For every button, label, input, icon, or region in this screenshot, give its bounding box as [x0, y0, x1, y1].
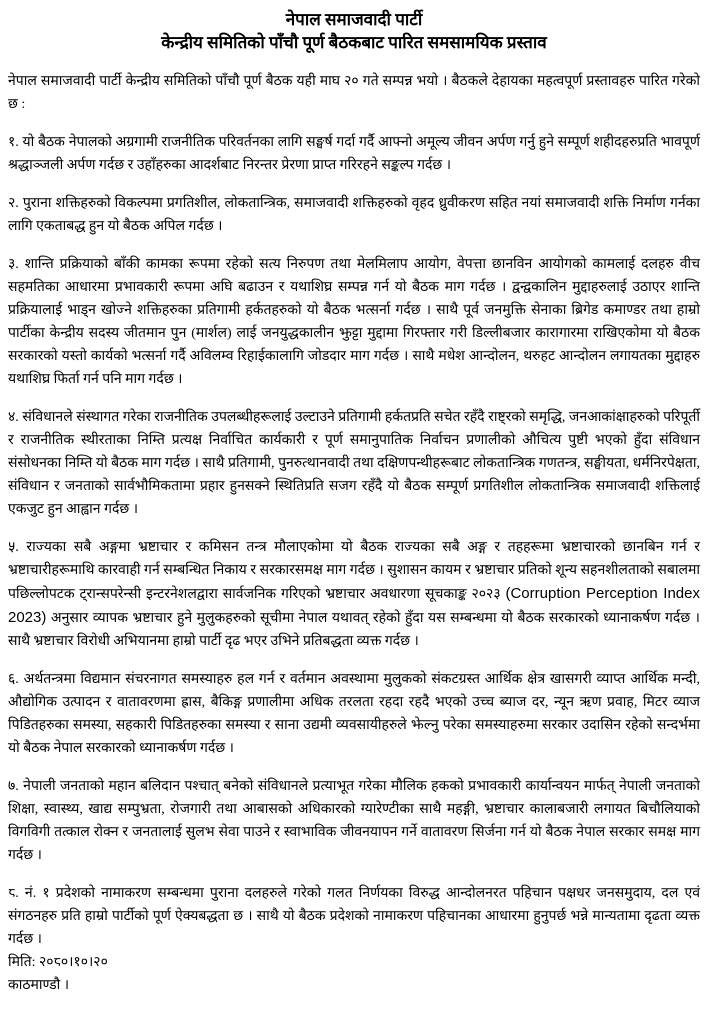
- resolution-number: २.: [8, 196, 19, 211]
- resolution-number: ३.: [8, 257, 19, 272]
- resolution-paragraph-3: [8, 253, 700, 391]
- resolution-number: १.: [8, 135, 19, 150]
- resolution-paragraph-8: [8, 882, 700, 951]
- document-header: [8, 8, 700, 54]
- resolution-paragraph-5: [8, 536, 700, 653]
- resolution-number: ५.: [8, 540, 19, 555]
- resolution-paragraph-1: [8, 131, 700, 177]
- resolution-paragraph-2: [8, 192, 700, 238]
- resolution-paragraph-6: [8, 668, 700, 760]
- resolution-number: ८.: [8, 886, 19, 901]
- resolution-text: नं. १ प्रदेशको नामाकरण सम्बन्धमा पुराना दलहरुले गरेको गलत निर्णयका विरुद्ध आन्दोलनरत पहिचान पक्षधर जनसमुदाय, दल एवं संगठनहरु प्रति हाम्रो पार्टीको पूर्ण ऐक्यबद्धता छ । साथै यो बैठक प्रदेशको नामाकरण पहिचानका आधारमा हुनुपर्छ भन्ने मान्यतामा दृढता व्यक्त गर्दछ ।: [8, 886, 701, 947]
- resolution-text: शान्ति प्रक्रियाको बाँकी कामका रूपमा रहेको सत्य निरुपण तथा मेलमिलाप आयोग, वेपत्ता छानविन आयोगको कामलाई दलहरु वीच सहमतिका आधारमा प्रभावकारी रूपमा अघि बढाउन र यथाशिघ्र सम्पन्न गर्न यो बैठक माग गर्दछ । द्वन्द्वकालिन मुद्दाहरुलाई उठाएर शान्ति प्रक्रियालाई भाड्न खोज्ने शक्तिहरुका प्रतिगामी हर्कतहरुको यो बैठक भत्सर्ना गर्दछ । साथै पूर्व जनमुक्ति सेनाका ब्रिगेड कमाण्डर तथा हाम्रो पार्टीका केन्द्रीय सदस्य जीतमान पुन (मार्शल) लाई जनयुद्धकालीन झुट्टा मुद्दामा गिरफ्तार गरी डिल्लीबजार कारागारमा राखिएकोमा यो बैठक सरकारको यस्तो कार्यको भत्सर्ना गर्दै अविलम्व रिहाईकालागि जोडदार माग गर्दछ । साथै मधेश आन्दोलन, थरुहट आन्दोलन लगायतका मुद्दाहरु यथाशिघ्र फिर्ता गर्न पनि माग गर्दछ ।: [8, 257, 700, 387]
- resolution-text: पुराना शक्तिहरुको विकल्पमा प्रगतिशील, लोकतान्त्रिक, समाजवादी शक्तिहरुको वृहद ध्रुवीकरण सहित नयां समाजवादी शक्ति निर्माण गर्नका लागि एकताबद्ध हुन यो बैठक अपिल गर्दछ ।: [8, 196, 700, 234]
- resolution-text: अनुसार व्यापक भ्रष्टाचार हुने मुलुकहरुको सूचीमा नेपाल यथावत् रहेको हुँदा यस सम्बन्धमा यो बैठक सरकारको ध्यानाकर्षण गर्दछ । साथै भ्रष्टाचार विरोधी अभियानमा हाम्रो पार्टी दृढ भएर उभिने प्रतिबद्धता व्यक्त गर्दछ ।: [8, 611, 700, 649]
- resolution-text: यो बैठक नेपालको अग्रगामी राजनीतिक परिवर्तनका लागि सङ्घर्ष गर्दा गर्दै आफ्नो अमूल्य जीवन अर्पण गर्नु हुने सम्पूर्ण शहीदहरुप्रति भावपूर्ण श्रद्धाञ्जली अर्पण गर्दछ र उहाँहरुका आदर्शबाट निरन्तर प्रेरणा प्राप्त गरिरहने सङ्कल्प गर्दछ ।: [8, 135, 700, 173]
- corruption-index-latin-text: (Corruption Perception Index 2023): [8, 585, 700, 626]
- resolution-text: नेपाली जनताको महान बलिदान पश्चात् बनेको संविधानले प्रत्याभूत गरेका मौलिक हकको प्रभावकारी कार्यान्वयन मार्फत् नेपाली जनताको शिक्षा, स्वास्थ्य, खाद्य सम्पुभ्रता, रोजगारी तथा आबासको अधिकारको ग्यारेण्टीका साथै महङ्गी, भ्रष्टाचार कालाबजारी लगायत बिचौलियाको विगविगी तत्काल रोक्न र जनतालाई सुलभ सेवा पाउने र स्वाभाविक जीवनयापन गर्ने वातावरण सिर्जना गर्न यो बैठक नेपाल सरकार समक्ष माग गर्दछ ।: [8, 779, 700, 863]
- intro-paragraph: नेपाल समाजवादी पार्टी केन्द्रीय समितिको पाँचौ पूर्ण बैठक यही माघ २० गते सम्पन्न भयो । बैठकले देहायका महत्वपूर्ण प्रस्तावहरु पारित गरेको छ :: [8, 74, 700, 112]
- resolution-number: ४.: [8, 410, 19, 425]
- page-subtitle: केन्द्रीय समितिको पाँचौ पूर्ण बैठकबाट पारित समसामयिक प्रस्ताव: [161, 33, 547, 52]
- resolution-text: राज्यका सबै अङ्गमा भ्रष्टाचार र कमिसन तन्त्र मौलाएकोमा यो बैठक राज्यका सबै अङ्ग र तहहरूमा भ्रष्टाचारको छानबिन गर्न र भ्रष्टाचारीहरूमाथि कारवाही गर्न सम्बन्धित निकाय र सरकारसमक्ष माग गर्दछ । सुशासन कायम र भ्रष्टाचार प्रतिको शून्य सहनशीलताको सबालमा पछिल्लोपटक ट्रान्सपरेन्सी इन्टरनेशलद्वारा सार्वजनिक गरिएको भ्रष्टाचार अवधारणा सूचकाङ्क २०२३: [8, 540, 701, 602]
- resolution-paragraph-4: [8, 406, 700, 521]
- resolution-number: ६.: [8, 672, 19, 687]
- resolution-number: ७.: [8, 779, 19, 794]
- date-line: मिति: २०८०।१०।२०: [8, 955, 108, 970]
- place-line: काठमाण्डौ ।: [8, 978, 70, 993]
- resolution-text: संविधानले संस्थागत गरेका राजनीतिक उपलब्धीहरूलाई उल्टाउने प्रतिगामी हर्कतप्रति सचेत रहँदै राष्ट्रको समृद्धि, जनआकांक्षाहरुको परिपूर्ती र राजनीतिक स्थीरताका निम्ति प्रत्यक्ष निर्वाचित कार्यकारी र पूर्ण समानुपातिक निर्वाचन प्रणालीको औचित्य पुष्टी भएको हुँदा संविधान संसोधनका निम्ति यो बैठक माग गर्दछ । साथै प्रतिगामी, पुनरुत्थानवादी तथा दक्षिणपन्थीहरूबाट लोकतान्त्रिक गणतन्त्र, सङ्घीयता, धर्मनिरपेक्षता, संविधान र जनताको सार्वभौमिकतामा प्रहार हुनसक्ने स्थितिप्रति सजग रहँदै यो बैठक सम्पूर्ण प्रगतिशील लोकतान्त्रिक समाजवादी शक्तिलाई एकजुट हुन आह्वान गर्दछ ।: [8, 410, 701, 517]
- resolution-text: अर्थतन्त्रमा विद्यमान संचरनागत समस्याहरु हल गर्न र वर्तमान अवस्थामा मुलुकको संकटग्रस्त आर्थिक क्षेत्र खासगरी व्याप्त आर्थिक मन्दी, औद्योगिक उत्पादन र वातावरणमा ह्रास, बैकिङ्ग प्रणालीमा अधिक तरलता रहदा रहदै भएको उच्च ब्याज दर, न्यून ऋण प्रवाह, मिटर व्याज पिडितहरुका समस्या, सहकारी पिडितहरुका समस्या र साना उद्यमी व्यवसायीहरुले झेल्नु परेका समस्याहरुमा सरकार उदासिन रहेको सन्दर्भमा यो बैठक नेपाल सरकारको ध्यानाकर्षण गर्दछ ।: [8, 672, 700, 756]
- page-title: नेपाल समाजवादी पार्टी: [285, 10, 423, 29]
- resolution-paragraph-7: [8, 775, 700, 867]
